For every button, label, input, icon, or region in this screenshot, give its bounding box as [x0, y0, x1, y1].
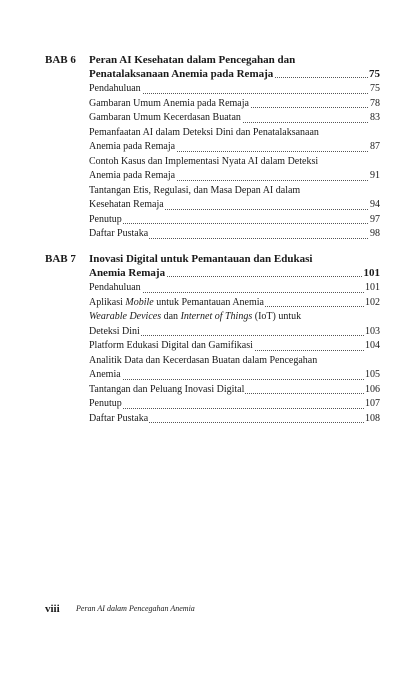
toc-entry[interactable]: Wearable Devices dan Internet of Things (IoT) untuk Deteksi Dini 103: [89, 310, 380, 339]
entry-page-number: 94: [369, 198, 380, 213]
chapter-title-line: Penatalaksanaan Anemia pada Remaja 75: [89, 68, 380, 80]
toc-entry[interactable]: Gambaran Umum Anemia pada Remaja 78: [89, 97, 380, 112]
chapter-title-line: Anemia Remaja 101: [89, 267, 380, 279]
entry-page-number: 105: [364, 368, 380, 383]
chapter-title[interactable]: [89, 252, 380, 280]
entry-page-number: 87: [369, 140, 380, 155]
chapter-title[interactable]: [89, 53, 380, 81]
entry-page-number: 78: [369, 97, 380, 112]
entry-page-number: 97: [369, 213, 380, 228]
toc-entry[interactable]: Pemanfaatan AI dalam Deteksi Dini dan Penatalaksanaan Anemia pada Remaja 87: [89, 126, 380, 155]
entry-page-number: 108: [364, 412, 380, 427]
toc-entry[interactable]: Pendahuluan 101: [89, 281, 380, 296]
running-footer-title: Peran AI dalam Pencegahan Anemia: [76, 604, 195, 613]
toc-entry[interactable]: Aplikasi Mobile untuk Pemantauan Anemia 102: [89, 296, 380, 311]
toc-entry[interactable]: Penutup 97: [89, 213, 380, 228]
toc-entry[interactable]: Tantangan dan Peluang Inovasi Digital 106: [89, 383, 380, 398]
entry-page-number: 104: [364, 339, 380, 354]
toc-entry[interactable]: Pendahuluan 75: [89, 82, 380, 97]
entry-page-number: 98: [369, 227, 380, 242]
toc-entry[interactable]: Gambaran Umum Kecerdasan Buatan 83: [89, 111, 380, 126]
chapter-entries: [89, 281, 380, 426]
entry-page-number: 83: [369, 111, 380, 126]
entry-page-number: 103: [364, 325, 380, 340]
entry-page-number: 107: [364, 397, 380, 412]
entry-page-number: 102: [364, 296, 380, 311]
toc-entry[interactable]: Tantangan Etis, Regulasi, dan Masa Depan AI dalam Kesehatan Remaja 94: [89, 184, 380, 213]
chapter-entries: [89, 82, 380, 242]
chapter-page-number: 75: [369, 68, 380, 80]
chapter-number: BAB 6: [45, 54, 76, 66]
toc-entry[interactable]: Platform Edukasi Digital dan Gamifikasi 104: [89, 339, 380, 354]
toc-entry[interactable]: Daftar Pustaka 108: [89, 412, 380, 427]
chapter-number: BAB 7: [45, 253, 76, 265]
chapter-title-line: Inovasi Digital untuk Pemantauan dan Edukasi: [89, 253, 313, 265]
toc-entry[interactable]: Daftar Pustaka 98: [89, 227, 380, 242]
chapter-page-number: 101: [363, 267, 380, 279]
toc-entry[interactable]: Contoh Kasus dan Implementasi Nyata AI dalam Deteksi Anemia pada Remaja 91: [89, 155, 380, 184]
toc-entry[interactable]: Analitik Data dan Kecerdasan Buatan dalam Pencegahan Anemia 105: [89, 354, 380, 383]
entry-page-number: 75: [369, 82, 380, 97]
entry-page-number: 91: [369, 169, 380, 184]
chapter-title-line: Peran AI Kesehatan dalam Pencegahan dan: [89, 54, 296, 66]
toc-entry[interactable]: Penutup 107: [89, 397, 380, 412]
page-number: viii: [45, 603, 60, 615]
entry-page-number: 101: [364, 281, 380, 296]
entry-page-number: 106: [364, 383, 380, 398]
